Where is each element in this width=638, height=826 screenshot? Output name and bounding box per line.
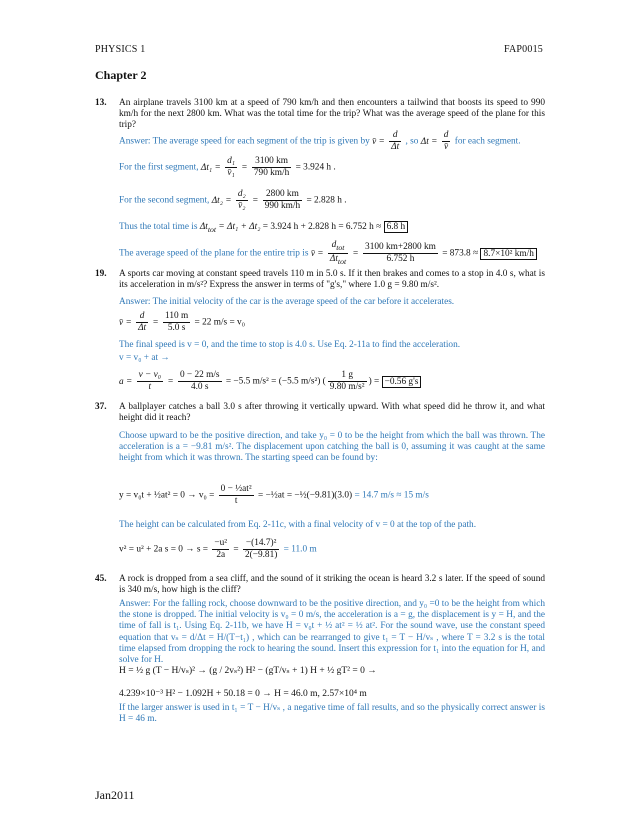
p19-answer-1: Answer: The initial velocity of the car is the average speed of the car before it accelerates. <box>119 297 455 307</box>
answer-text-mid: , so <box>405 136 419 147</box>
fraction-denominator: 9.80 m/s² <box>329 382 365 392</box>
answer-text-end: for each segment. <box>454 136 521 147</box>
header-code: FAP0015 <box>503 44 543 55</box>
fraction-numerator: 3100 km <box>252 156 291 168</box>
fraction-denominator: 990 km/h <box>264 201 301 211</box>
footer-date: Jan2011 <box>95 788 135 802</box>
average-answer-box: 8.7×10² km/h <box>480 248 536 260</box>
fraction-denominator: 2(−9.81) <box>244 550 278 560</box>
p13-answer-intro: Answer: The average speed for each segment of the trip is given by v̄ = $\frac{d}{\Delta t}$ , so Δt = $\frac{d}{v̄}$ for each segment. <box>119 130 521 152</box>
equation-left: y = v₀t + ½at² = 0 → v₀ = <box>119 490 215 501</box>
equation-middle: = −5.5 m/s² = (−5.5 m/s²) <box>225 376 321 387</box>
problem-19 <box>95 269 545 291</box>
p13-average-speed: The average speed of the plane for the entire trip is v̄ = $\frac{d_{tot}}{\Delta t_{tot}}$ = $\frac{3100 km+2800 km}{6.752 h}$ = 873.8 ≈ 8.7×10² km/h <box>119 240 537 267</box>
segment-label: For the second segment, <box>119 195 210 206</box>
header-course: PHYSICS 1 <box>95 44 146 55</box>
equation-result: = 22 m/s = v₀ <box>194 317 245 328</box>
p19-answer-2: The final speed is v = 0, and the time to stop is 4.0 s. Use Eq. 2-11a to find the acceleration. <box>119 340 461 350</box>
fraction-numerator: −(14.7)² <box>243 538 279 550</box>
fraction-numerator: 0 − 22 m/s <box>179 370 220 380</box>
fraction-denominator: 4.0 s <box>190 382 209 392</box>
problem-number: 45. <box>95 574 107 584</box>
p45-equation-2: 4.239×10⁻³ H² − 1.092H + 50.18 = 0 → H = 46.0 m, 2.57×10⁴ m <box>119 689 367 699</box>
equation-right: = −½at = −½(−9.81)(3.0) <box>258 490 353 501</box>
p45-answer-2: If the larger answer is used in t₁ = T − H/vₛ , a negative time of fall results, and so the physically correct answer is H = 46 m. <box>119 703 545 725</box>
problem-number: 37. <box>95 402 107 412</box>
p19-equation-1: v̄ = $\frac{d}{\Delta t}$ = $\frac{110 m}{5.0 s}$ = 22 m/s = v₀ <box>119 311 245 333</box>
fraction-denominator: 6.752 h <box>386 253 415 264</box>
p19-equation-2: v = v₀ + at → <box>119 353 170 363</box>
p37-answer-1: Choose upward to be the positive direction, and take y₀ = 0 to be the height from which the ball was thrown. The acceleration is a = −9.81 m/s². The displacement upon catching the ball is 0, assuming it was caught at the same height from which it was thrown. The starting speed can be found by: <box>119 431 545 464</box>
segment-label: For the first segment, <box>119 162 199 173</box>
p37-answer-2: The height can be calculated from Eq. 2-11c, with a final velocity of v = 0 at the top of the path. <box>119 520 477 530</box>
equation-result: = 11.0 m <box>283 544 317 555</box>
problem-13 <box>95 98 545 132</box>
equation-result: = 14.7 m/s ≈ 15 m/s <box>354 490 429 501</box>
total-equation: = 3.924 h + 2.828 h = 6.752 h ≈ <box>262 222 382 232</box>
problem-question: A rock is dropped from a sea cliff, and the sound of it striking the ocean is heard 3.2 s later. If the speed of sound is 340 m/s, how high is the cliff? <box>119 574 545 596</box>
average-label: The average speed of the plane for the entire trip is <box>119 248 309 259</box>
p13-segment-2: For the second segment, Δt₂ = $\frac{\text{d₂}}{\text{v̄₂}}$ = $\frac{2800 km}{990 km/h}$ = 2.828 h . <box>119 189 347 211</box>
fraction-numerator: 2800 km <box>263 189 302 201</box>
problem-question: A sports car moving at constant speed travels 110 m in 5.0 s. If it then brakes and comes to a stop in 4.0 s, what is its acceleration in m/s²? Express the answer in terms of "g's," where 1.0 g = 9.80 m/s². <box>119 269 545 291</box>
segment-result: = 3.924 h . <box>295 162 336 173</box>
p45-equation-1: H = ½ g (T − H/vₛ)² → (g / 2vₛ²) H² − (gT/vₛ + 1) H + ½ gT² = 0 → <box>119 666 377 676</box>
fraction-denominator: 5.0 s <box>167 323 186 333</box>
p19-equation-3: a = $\frac{\text{v − v₀}}{t}$ = $\frac{0 - 22 m/s}{4.0 s}$ = −5.5 m/s² = (−5.5 m/s²) ( $\frac{1 g}{\text{9.80 m/s²}}$ ) = −0.56 g's <box>119 370 421 393</box>
problem-37 <box>95 402 545 424</box>
average-result: = 873.8 ≈ <box>442 248 479 259</box>
p37-equation-1: y = v₀t + ½at² = 0 → v₀ = $\frac{\text{0 − ½at²}}{t}$ = −½at = −½(−9.81)(3.0) = 14.7 m/s ≈ 15 m/s <box>119 484 429 506</box>
p13-segment-1: For the first segment, Δt₁ = $\frac{\text{d₁}}{\text{v̄₁}}$ = $\frac{3100 km}{790 km/h}$ = 3.924 h . <box>119 156 336 178</box>
p37-equation-2: v² = u² + 2a s = 0 → s = $\frac{\text{−u²}}{2a}$ = $\frac{\text{−(14.7)²}}{2(-9.81)}$ = 11.0 m <box>119 538 317 560</box>
p13-total-time: Thus the total time is $\Delta t_{tot} = \Delta t_1 + \Delta t_2 = 3.924$ h + 2.828 h = 6.752 h ≈ 6.8 h <box>119 222 408 235</box>
problem-number: 13. <box>95 98 107 108</box>
problem-question: A ballplayer catches a ball 3.0 s after throwing it vertically upward. With what speed did he throw it, and what height did it reach? <box>119 402 545 424</box>
p45-answer-1: Answer: For the falling rock, choose downward to be the positive direction, and y₀ =0 to be the height from which the stone is dropped. The initial velocity is v₀ = 0 m/s, the acceleration is a = g, the displacement is y = H, and the time of fall is t₁. Using Eq. 2-11b, we have H = v₀t + ½ at² = ½ at². For the sound wave, use the constant speed equation that vₛ = d/Δt = H/(T−t₁) , which can be rearranged to give t₁ = T − H/vₛ , where T = 3.2 s is the total time elapsed from dropping the rock to hearing the sound. Insert this expression for t₁ into the equation for H, and solve for H. <box>119 599 545 666</box>
fraction-numerator: 3100 km+2800 km <box>365 241 436 252</box>
fraction-numerator: 1 g <box>328 370 367 382</box>
answer-box: −0.56 g's <box>382 376 422 388</box>
segment-result: = 2.828 h . <box>306 195 347 206</box>
total-answer-box: 6.8 h <box>384 221 409 233</box>
fraction-denominator: 790 km/h <box>253 168 290 178</box>
total-label: Thus the total time is <box>119 222 198 232</box>
equation-left: v² = u² + 2a s = 0 → s = <box>119 544 209 555</box>
problem-number: 19. <box>95 269 107 279</box>
fraction-numerator: −u² <box>214 538 228 548</box>
problem-question: An airplane travels 3100 km at a speed of 790 km/h and then encounters a tailwind that boosts its speed to 990 km/h for the next 2800 km. What was the total time for the trip? What was the average speed of the plane for this trip? <box>119 98 545 131</box>
problem-45 <box>95 574 545 596</box>
answer-text: Answer: The average speed for each segment of the trip is given by <box>119 136 370 147</box>
fraction-denominator: 2a <box>216 550 226 560</box>
fraction-numerator: 110 m <box>165 311 189 321</box>
chapter-title: Chapter 2 <box>95 68 147 82</box>
